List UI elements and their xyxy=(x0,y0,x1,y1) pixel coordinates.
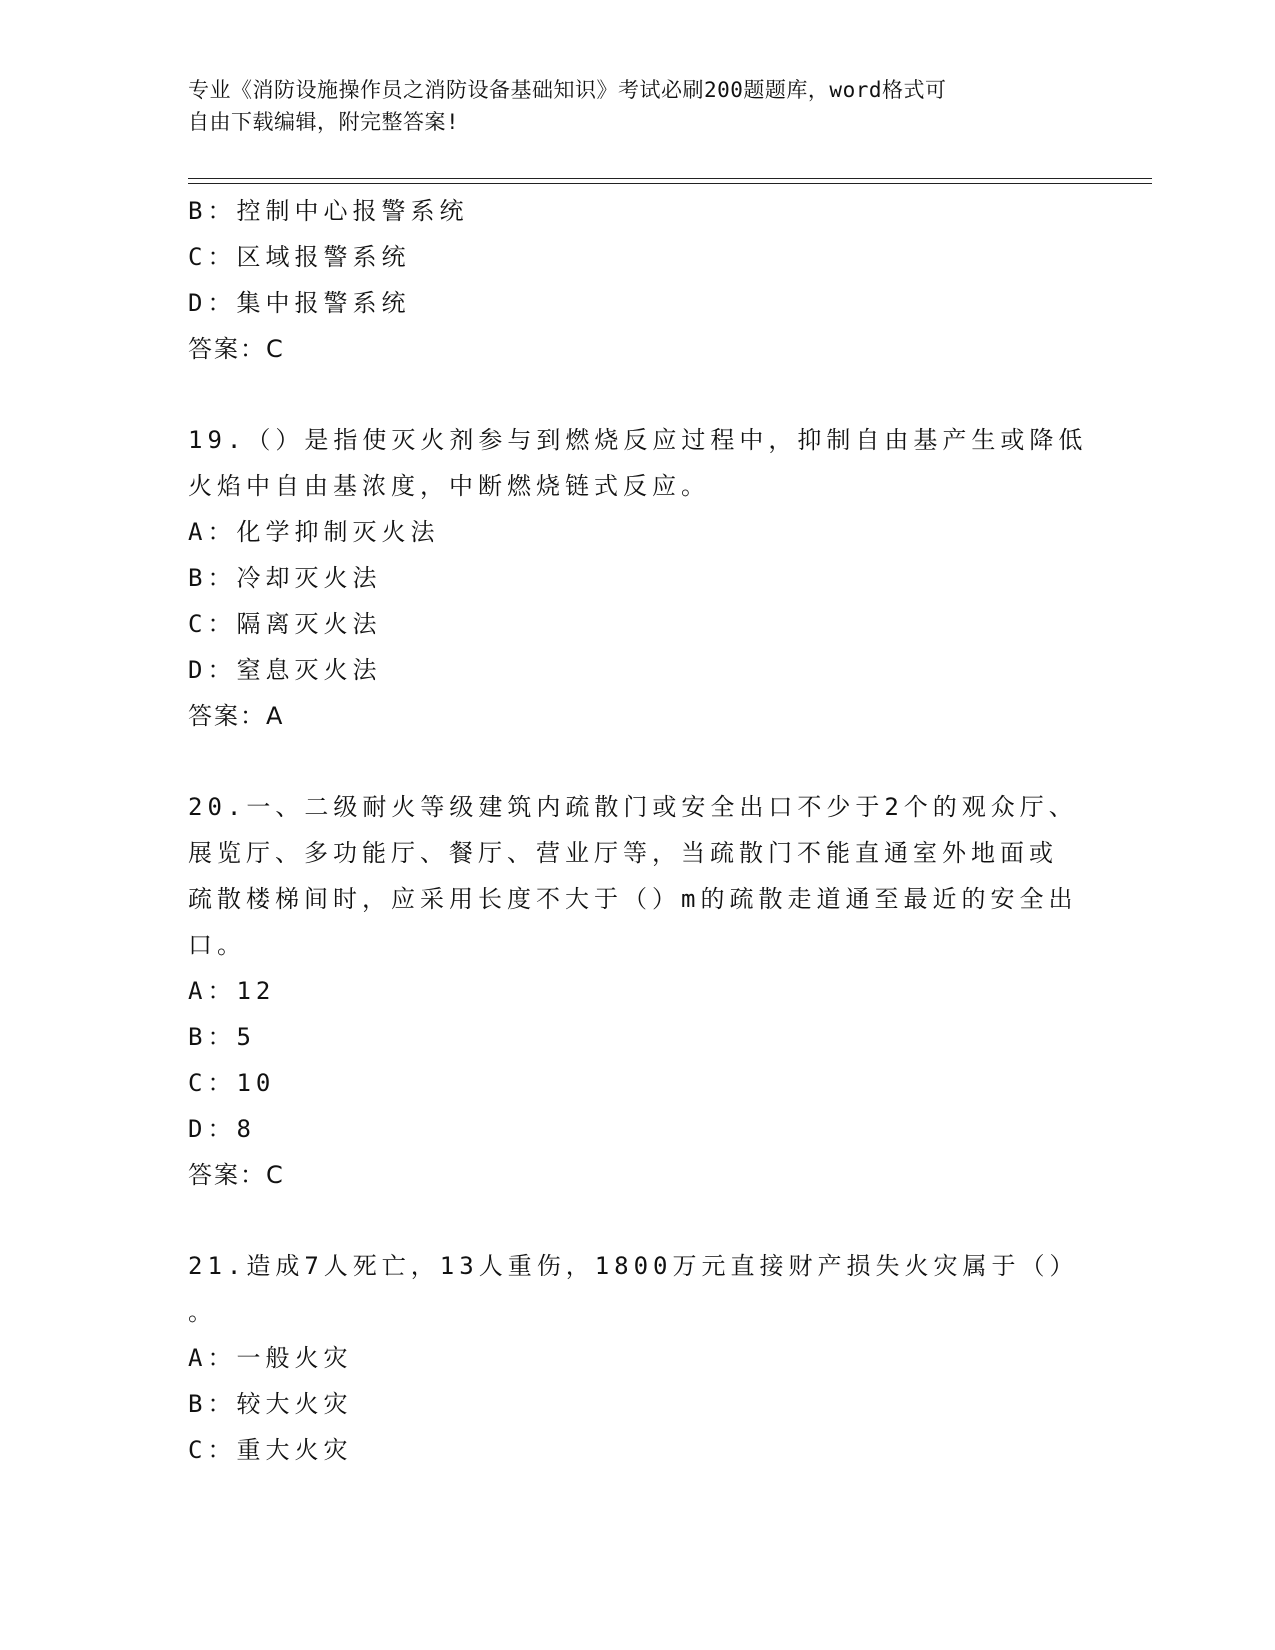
document-header xyxy=(188,74,1088,138)
question-text-line: 口。 xyxy=(188,931,246,959)
option-c: C：隔离灭火法 xyxy=(188,610,382,638)
option-c: C：区域报警系统 xyxy=(188,243,411,271)
question-text-line: 展览厅、多功能厅、餐厅、营业厅等，当疏散门不能直通室外地面或 xyxy=(188,839,1058,867)
option-a: A：12 xyxy=(188,977,276,1005)
answer-line: 答案：A xyxy=(188,702,285,730)
question-text-line: 20.一、二级耐火等级建筑内疏散门或安全出口不少于2个的观众厅、 xyxy=(188,793,1078,821)
question-20 xyxy=(188,784,1088,1198)
question-text-line: 21.造成7人死亡，13人重伤，1800万元直接财产损失火灾属于（） xyxy=(188,1252,1079,1280)
option-a: A：化学抑制灭火法 xyxy=(188,518,440,546)
answer-line: 答案：C xyxy=(188,335,285,363)
question-text-line: 。 xyxy=(188,1298,217,1326)
header-line-1: 专业《消防设施操作员之消防设备基础知识》考试必刷200题题库，word格式可 xyxy=(188,78,947,102)
header-line-2: 自由下载编辑，附完整答案! xyxy=(188,110,460,134)
question-text-line: 19.（）是指使灭火剂参与到燃烧反应过程中，抑制自由基产生或降低 xyxy=(188,426,1088,454)
option-d: D：窒息灭火法 xyxy=(188,656,382,684)
spacer xyxy=(188,739,1088,784)
option-a: A：一般火灾 xyxy=(188,1344,353,1372)
spacer xyxy=(188,1198,1088,1243)
question-text-line: 火焰中自由基浓度，中断燃烧链式反应。 xyxy=(188,472,710,500)
header-divider-top xyxy=(188,178,1152,179)
question-19 xyxy=(188,417,1088,739)
header-divider-bottom xyxy=(188,183,1152,184)
option-b: B：较大火灾 xyxy=(188,1390,353,1418)
option-c: C：10 xyxy=(188,1069,276,1097)
question-text-line: 疏散楼梯间时，应采用长度不大于（）m的疏散走道通至最近的安全出 xyxy=(188,885,1078,913)
question-list xyxy=(188,188,1088,1473)
option-d: D：集中报警系统 xyxy=(188,289,411,317)
answer-line: 答案：C xyxy=(188,1161,285,1189)
option-b: B：冷却灭火法 xyxy=(188,564,382,592)
question-21 xyxy=(188,1243,1088,1473)
question-18 xyxy=(188,188,1088,372)
spacer xyxy=(188,372,1088,417)
option-c: C：重大火灾 xyxy=(188,1436,353,1464)
option-b: B：控制中心报警系统 xyxy=(188,197,469,225)
option-b: B：5 xyxy=(188,1023,256,1051)
option-d: D：8 xyxy=(188,1115,256,1143)
